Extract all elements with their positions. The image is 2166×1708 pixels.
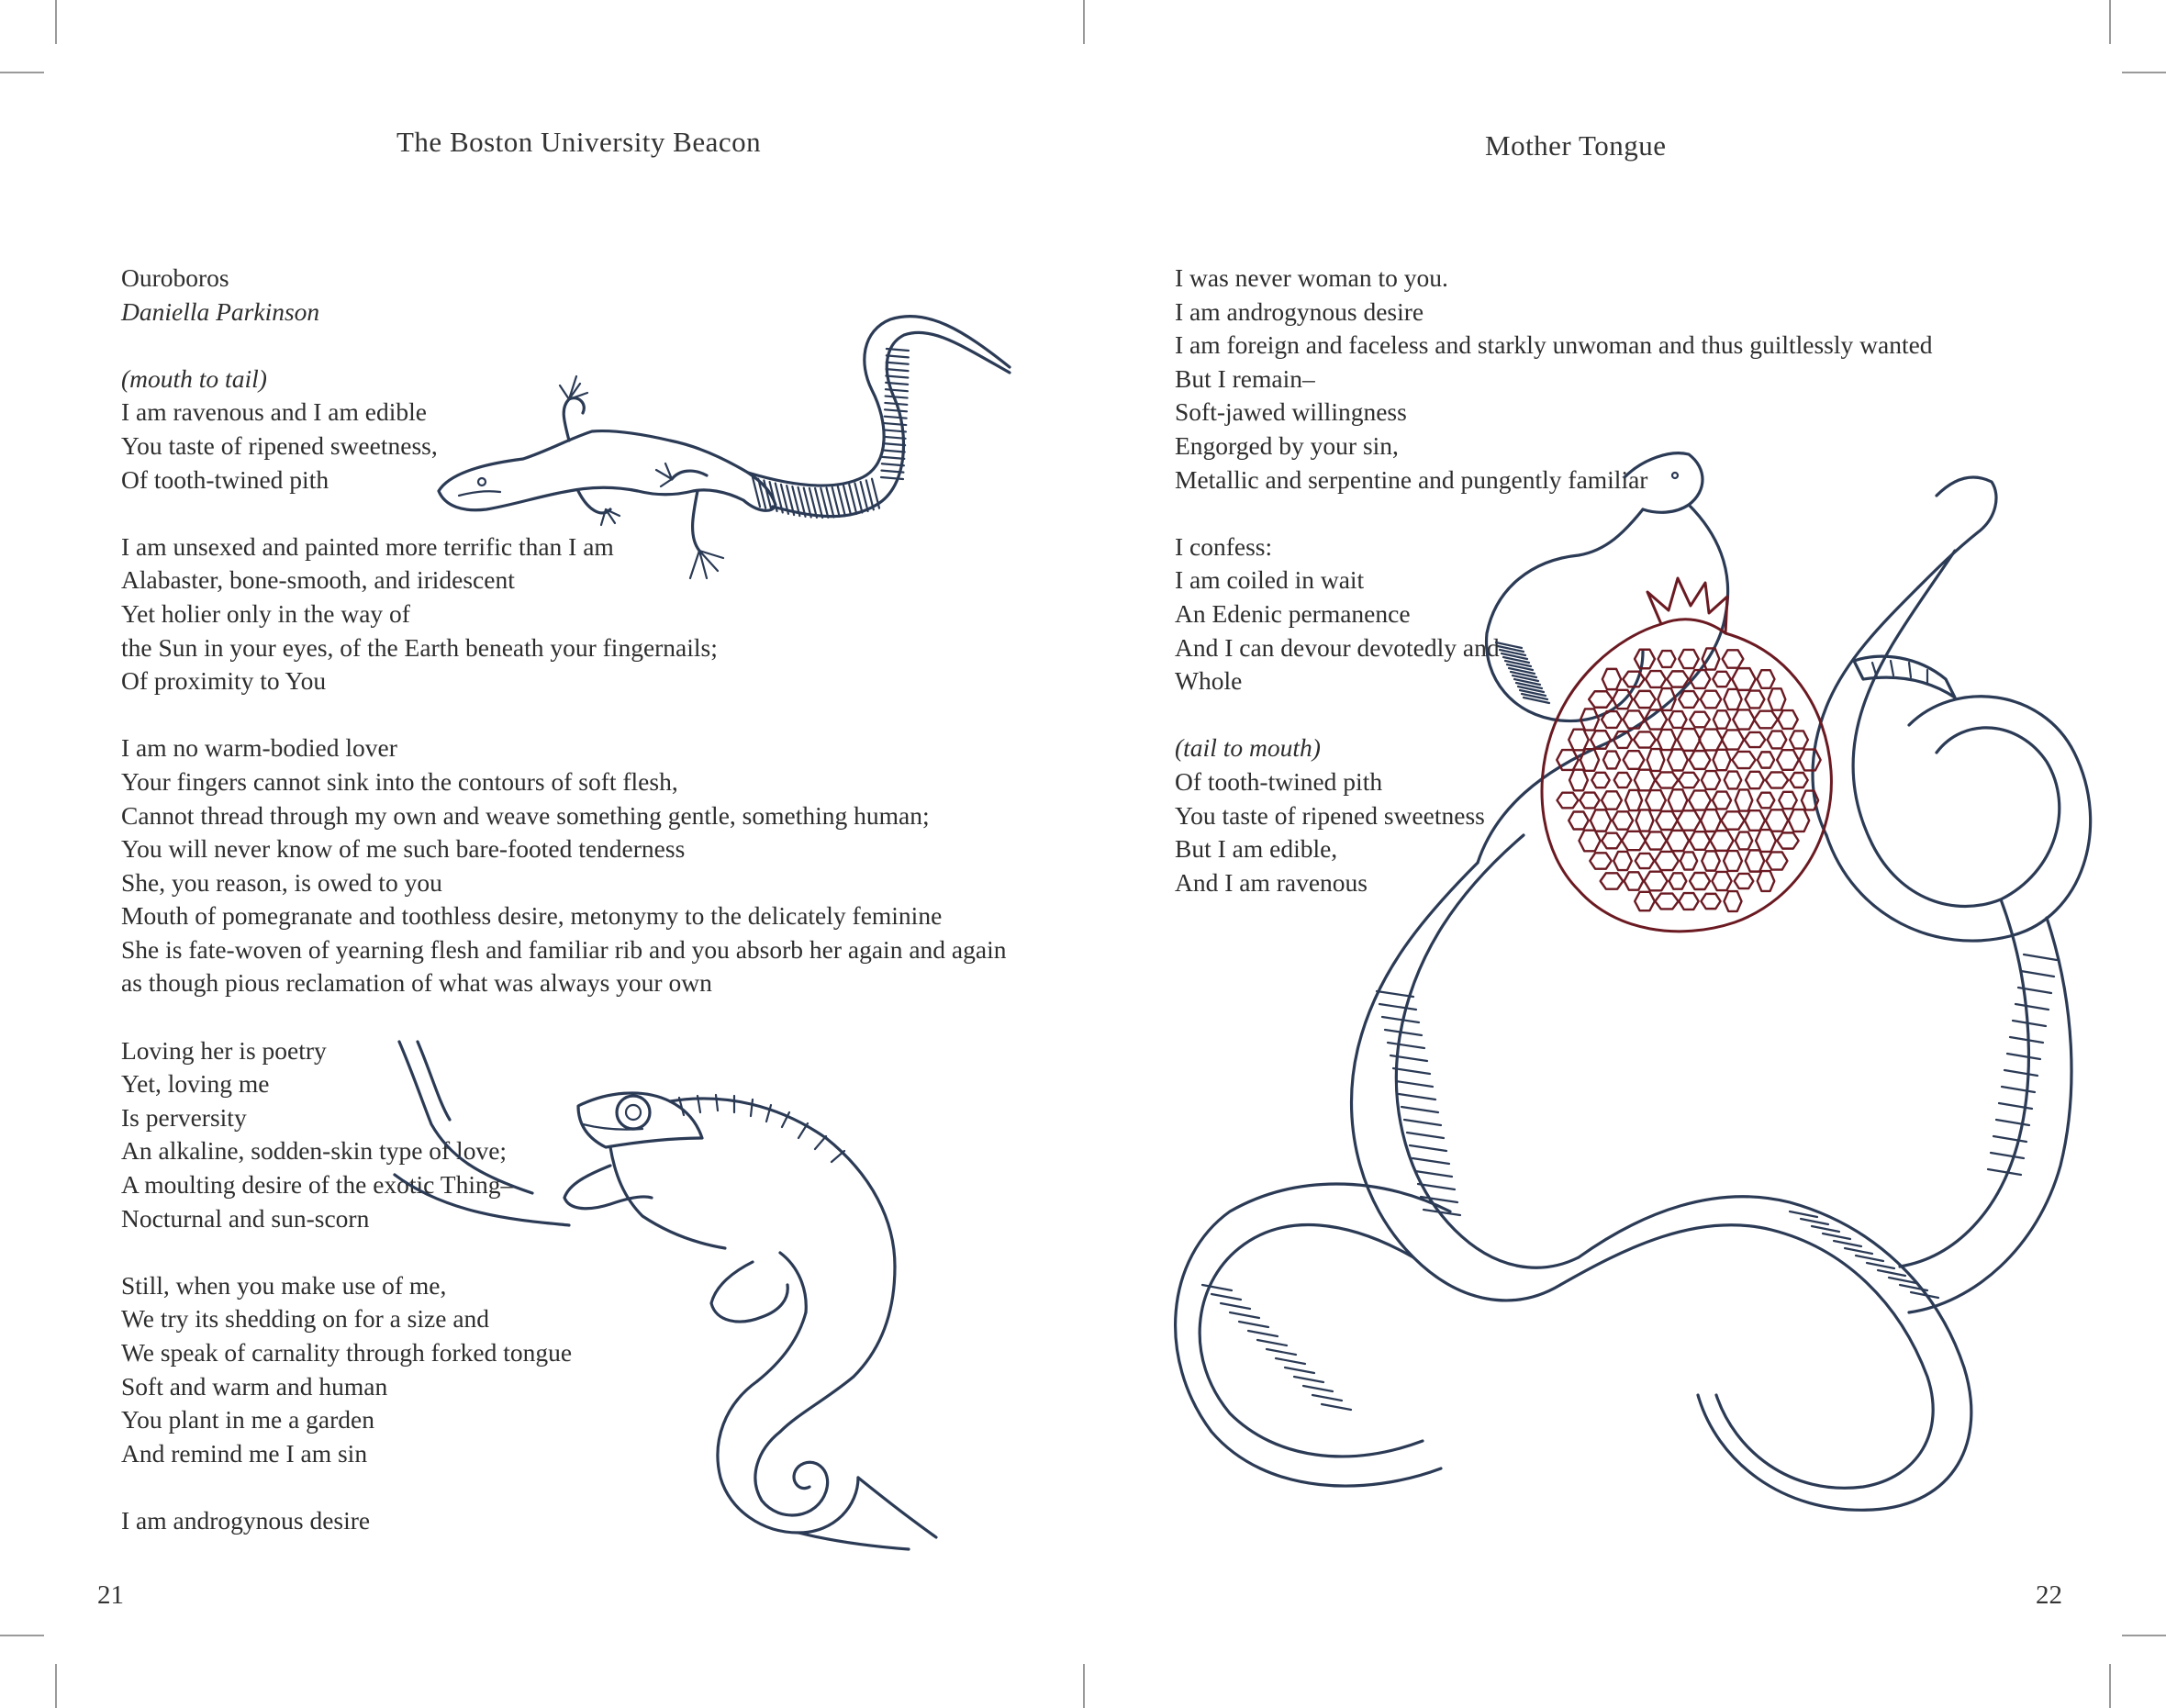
chameleon-drawing (395, 1037, 1000, 1551)
poem-line: I was never woman to you. (1175, 263, 1448, 292)
crop-mark (55, 0, 57, 44)
poem-line: Of tooth-twined pith (1175, 766, 1383, 796)
poem-line: You taste of ripened sweetness (1175, 800, 1485, 830)
poem-line: Metallic and serpentine and pungently familiar (1175, 464, 1648, 494)
crop-mark (0, 1635, 44, 1636)
poem-line: We try its shedding on for a size and (121, 1304, 490, 1334)
crop-mark (2122, 72, 2166, 73)
poem-line: Is perversity (121, 1102, 247, 1132)
poem-line: Nocturnal and sun-scorn (121, 1203, 370, 1233)
poem-line: Cannot thread through my own and weave something gentle, something human; (121, 800, 930, 830)
poem-line: Soft and warm and human (121, 1371, 388, 1401)
poem-line: I am no warm-bodied lover (121, 733, 397, 763)
poem-line: Of proximity to You (121, 666, 327, 696)
crop-mark (2109, 0, 2111, 44)
poem-line: I am ravenous and I am edible (121, 397, 427, 427)
poem-line: I am unsexed and painted more terrific than I am (121, 531, 614, 561)
running-head-left: The Boston University Beacon (396, 126, 762, 158)
right-page (1083, 0, 2166, 1708)
poem-line: An alkaline, sodden-skin type of love; (121, 1136, 508, 1166)
poem-line: (tail to mouth) (1175, 733, 1321, 763)
poem-line: I confess: (1175, 531, 1273, 561)
poem-line: She, you reason, is owed to you (121, 867, 442, 897)
page-number-left: 21 (97, 1580, 124, 1610)
poem-line: Your fingers cannot sink into the contours of soft flesh, (121, 766, 678, 796)
poem-line: Still, when you make use of me, (121, 1270, 447, 1300)
poem-line: as though pious reclamation of what was always your own (121, 968, 712, 998)
poem-line: I am androgynous desire (121, 1505, 371, 1535)
poem-line: Mouth of pomegranate and toothless desire, metonymy to the delicately feminine (121, 901, 943, 931)
poem-title: Ouroboros (121, 263, 229, 292)
poem-line: You plant in me a garden (121, 1405, 374, 1434)
poem-line: You will never know of me such bare-footed tenderness (121, 834, 686, 864)
poem-line: Alabaster, bone-smooth, and iridescent (121, 565, 515, 595)
poem-line: Whole (1175, 666, 1243, 696)
running-head-right: Mother Tongue (1485, 129, 1667, 162)
poem-line: But I remain– (1175, 363, 1315, 393)
poem-line: We speak of carnality through forked tongue (121, 1338, 573, 1367)
poem-line: Loving her is poetry (121, 1035, 327, 1065)
poem-line: And I am ravenous (1175, 867, 1368, 897)
crop-mark (55, 1664, 57, 1708)
poem-line: She is fate-woven of yearning flesh and familiar rib and you absorb her again and again (121, 934, 1007, 964)
poem-line: And I can devour devotedly and (1175, 632, 1500, 662)
lizard-drawing (431, 312, 1037, 615)
stanza-break (121, 698, 1094, 732)
poem-line: I am foreign and faceless and starkly unwoman and thus guiltlessly wanted (1175, 330, 1933, 360)
page-number-right: 22 (2036, 1580, 2062, 1610)
poem-author: Daniella Parkinson (121, 296, 320, 326)
crop-mark (0, 72, 44, 73)
poem-line: You taste of ripened sweetness, (121, 430, 438, 460)
poem-line: Soft-jawed willingness (1175, 397, 1407, 427)
crop-mark (1083, 1664, 1085, 1708)
poem-line: An Edenic permanence (1175, 598, 1411, 628)
poem-line: I am coiled in wait (1175, 565, 1365, 595)
poem-line: Yet holier only in the way of (121, 598, 410, 628)
poem-line: the Sun in your eyes, of the Earth beneath your fingernails; (121, 632, 718, 662)
poem-line: (mouth to tail) (121, 363, 267, 393)
crop-mark (2109, 1664, 2111, 1708)
stanza-break (121, 1000, 1094, 1034)
pomegranate-illustration (1542, 578, 1831, 932)
poem-line: But I am edible, (1175, 834, 1338, 864)
poem-line: A moulting desire of the exotic Thing– (121, 1170, 514, 1200)
poem-line: Of tooth-twined pith (121, 464, 329, 494)
poem-line: I am androgynous desire (1175, 296, 1424, 326)
poem-line: Yet, loving me (121, 1069, 270, 1099)
poem-line: And remind me I am sin (121, 1438, 368, 1468)
poem-line: Engorged by your sin, (1175, 430, 1399, 460)
crop-mark (1083, 0, 1085, 44)
serpents-with-pomegranate-drawing (1147, 404, 2120, 1514)
crop-mark (2122, 1635, 2166, 1636)
